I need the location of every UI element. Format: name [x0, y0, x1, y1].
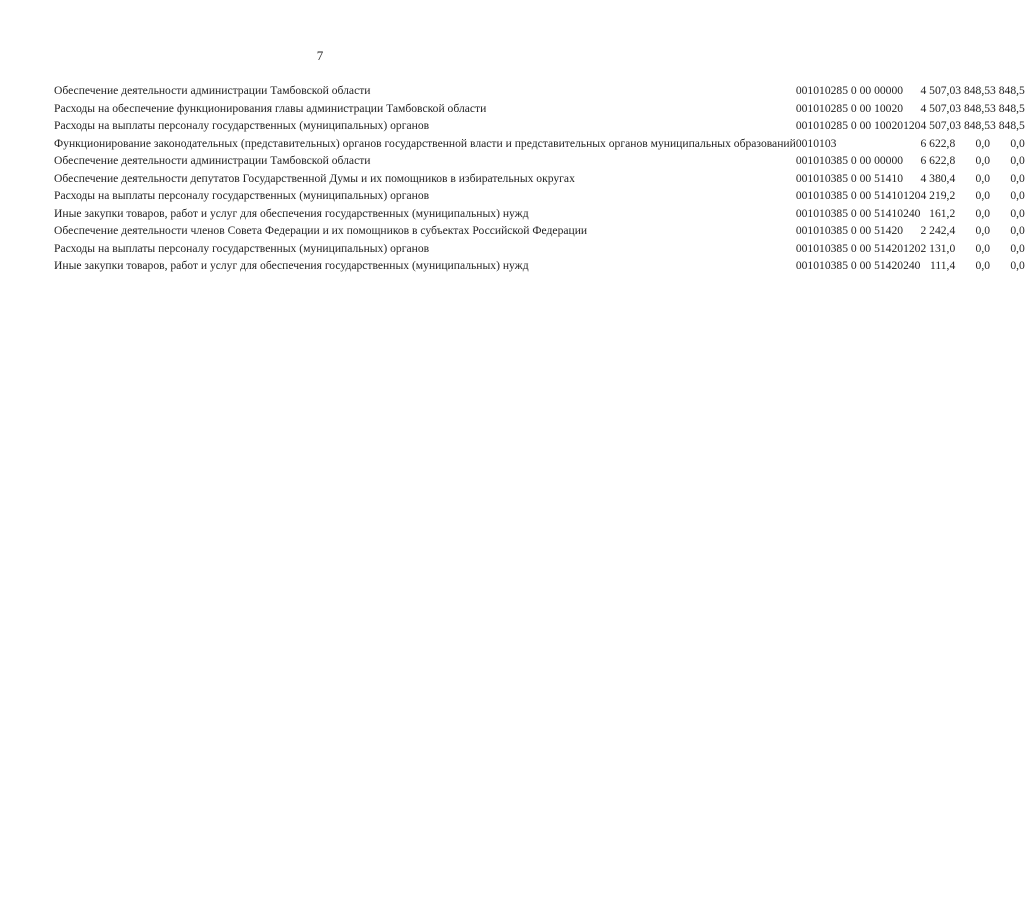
expense-type-cell: [903, 98, 920, 116]
target-article-cell: 85 0 00 00000: [836, 154, 904, 167]
row-name-cell: Расходы на выплаты персоналу государственных (муниципальных) органов: [54, 189, 430, 202]
amount-year-3-cell: 3 848,5: [990, 84, 1025, 97]
row-name-cell: Расходы на выплаты персоналу государственных (муниципальных) органов: [54, 241, 430, 255]
amount-year-2-cell: 3 848,5: [955, 84, 991, 97]
subsection-code-cell: 03: [824, 224, 837, 237]
amount-year-1-cell: 4 219,2: [920, 189, 956, 202]
amount-year-2-cell: 3 848,5: [955, 101, 991, 115]
amount-year-3-cell: 0,0: [1010, 136, 1025, 150]
ministry-code-cell: 001: [795, 241, 814, 255]
amount-year-2-cell: 0,0: [975, 189, 991, 202]
amount-year-1-cell: 6 622,8: [920, 136, 956, 150]
ministry-code-cell: 001: [795, 136, 814, 150]
amount-year-1-cell: 2 131,0: [920, 241, 956, 255]
subsection-code-cell: 03: [824, 206, 837, 220]
row-name-cell: Функционирование законодательных (представительных) органов государственной власти и представительных органов муниципальных образований: [54, 136, 796, 150]
amount-year-2-cell: 0,0: [975, 206, 991, 220]
section-code-cell: 01: [813, 224, 825, 237]
row-name-cell: Обеспечение деятельности администрации Тамбовской области: [54, 154, 371, 167]
target-article-cell: 85 0 00 10020: [836, 119, 904, 132]
row-name-cell: Обеспечение деятельности членов Совета Федерации и их помощников в субъектах Российской Федерации: [54, 224, 588, 237]
table-row: [54, 84, 1025, 98]
amount-year-2-cell: 0,0: [975, 136, 991, 150]
amount-year-3-cell: 0,0: [1010, 171, 1025, 185]
table-row: [54, 238, 1025, 256]
subsection-code-cell: 02: [824, 119, 837, 132]
section-code-cell: 01: [813, 136, 825, 150]
ministry-code-cell: 001: [795, 154, 814, 167]
table-row: [54, 115, 1025, 133]
row-name-cell: Расходы на обеспечение функционирования главы администрации Тамбовской области: [54, 101, 487, 115]
amount-year-1-cell: 4 507,0: [920, 101, 956, 115]
target-article-cell: 85 0 00 10020: [836, 101, 904, 115]
table-row: [54, 150, 1025, 168]
target-article-cell: 85 0 00 51420: [836, 259, 904, 272]
amount-year-1-cell: 161,2: [929, 206, 956, 220]
target-article-cell: 85 0 00 00000: [836, 84, 904, 97]
amount-year-2-cell: 0,0: [975, 241, 991, 255]
expense-type-cell: [903, 168, 920, 186]
amount-year-1-cell: 4 507,0: [920, 84, 956, 97]
amount-year-1-cell: 2 242,4: [920, 224, 956, 237]
amount-year-2-cell: 0,0: [975, 259, 991, 272]
target-article-cell: 85 0 00 51410: [836, 189, 904, 202]
expense-type-cell: 120: [903, 119, 921, 132]
target-article-cell: [836, 133, 903, 151]
expense-type-cell: 240: [903, 206, 921, 220]
subsection-code-cell: 03: [824, 189, 837, 202]
subsection-code-cell: 03: [824, 154, 837, 167]
table-row: [54, 255, 1025, 273]
row-name-cell: Расходы на выплаты персоналу государственных (муниципальных) органов: [54, 119, 430, 132]
subsection-code-cell: 03: [824, 259, 837, 272]
table-row: [54, 185, 1025, 203]
table-row: [54, 168, 1025, 186]
section-code-cell: 01: [813, 154, 825, 167]
row-name-cell: Обеспечение деятельности депутатов Государственной Думы и их помощников в избирательных округах: [54, 171, 575, 185]
ministry-code-cell: 001: [795, 171, 814, 185]
section-code-cell: 01: [813, 101, 825, 115]
expense-type-cell: [903, 84, 920, 98]
amount-year-3-cell: 0,0: [1010, 241, 1025, 255]
subsection-code-cell: 03: [824, 136, 837, 150]
amount-year-3-cell: 3 848,5: [990, 101, 1025, 115]
amount-year-1-cell: 6 622,8: [920, 154, 956, 167]
amount-year-2-cell: 0,0: [975, 154, 991, 167]
row-name-cell: Иные закупки товаров, работ и услуг для обеспечения государственных (муниципальных) нужд: [54, 259, 529, 272]
expense-type-cell: [903, 150, 920, 168]
expense-type-cell: 120: [903, 241, 921, 255]
ministry-code-cell: 001: [795, 101, 814, 115]
section-code-cell: 01: [813, 241, 825, 255]
amount-year-2-cell: 0,0: [975, 224, 991, 237]
budget-table: [54, 84, 1025, 273]
section-code-cell: 01: [813, 171, 825, 185]
table-row: [54, 220, 1025, 238]
table-row: [54, 98, 1025, 116]
amount-year-3-cell: 0,0: [1010, 259, 1025, 272]
amount-year-3-cell: 0,0: [1010, 224, 1025, 237]
ministry-code-cell: 001: [795, 189, 814, 202]
target-article-cell: 85 0 00 51410: [836, 206, 904, 220]
section-code-cell: 01: [813, 206, 825, 220]
target-article-cell: 85 0 00 51420: [836, 241, 904, 255]
amount-year-1-cell: 4 380,4: [920, 171, 956, 185]
expense-type-cell: 120: [903, 189, 921, 202]
expense-type-cell: [903, 133, 920, 151]
amount-year-3-cell: 3 848,5: [990, 119, 1025, 132]
page-number: 7: [316, 48, 324, 63]
amount-year-2-cell: 3 848,5: [955, 119, 991, 132]
subsection-code-cell: 02: [824, 84, 837, 97]
subsection-code-cell: 02: [824, 101, 837, 115]
target-article-cell: 85 0 00 51420: [836, 224, 904, 237]
subsection-code-cell: 03: [824, 241, 837, 255]
row-name-cell: Иные закупки товаров, работ и услуг для обеспечения государственных (муниципальных) нужд: [54, 206, 529, 220]
table-row: [54, 203, 1025, 221]
ministry-code-cell: 001: [795, 84, 814, 97]
section-code-cell: 01: [813, 84, 825, 97]
budget-table-body: [54, 84, 1025, 273]
row-name-cell: Обеспечение деятельности администрации Тамбовской области: [54, 84, 371, 97]
ministry-code-cell: 001: [795, 119, 814, 132]
expense-type-cell: 240: [903, 259, 921, 272]
amount-year-3-cell: 0,0: [1010, 206, 1025, 220]
expense-type-cell: [903, 220, 920, 238]
section-code-cell: 01: [813, 259, 825, 272]
ministry-code-cell: 001: [795, 259, 814, 272]
amount-year-1-cell: 111,4: [930, 259, 956, 272]
amount-year-1-cell: 4 507,0: [920, 119, 956, 132]
target-article-cell: 85 0 00 51410: [836, 171, 904, 185]
amount-year-3-cell: 0,0: [1010, 154, 1025, 167]
ministry-code-cell: 001: [795, 224, 814, 237]
amount-year-2-cell: 0,0: [975, 171, 991, 185]
subsection-code-cell: 03: [824, 171, 837, 185]
section-code-cell: 01: [813, 189, 825, 202]
amount-year-3-cell: 0,0: [1010, 189, 1025, 202]
section-code-cell: 01: [813, 119, 825, 132]
ministry-code-cell: 001: [795, 206, 814, 220]
table-row: [54, 133, 1025, 151]
